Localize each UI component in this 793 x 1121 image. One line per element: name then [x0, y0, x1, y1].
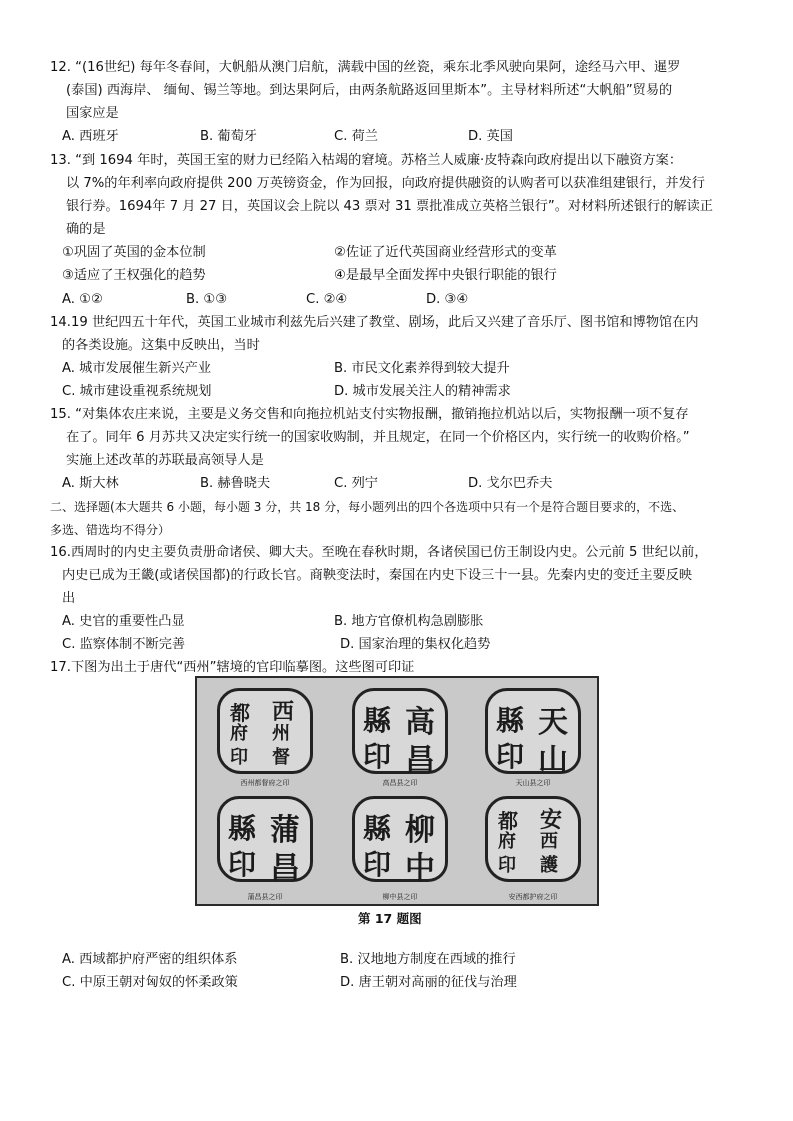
figure-caption: 第 17 题图 — [358, 911, 422, 926]
q12-stem-line2: (泰国) 西海岸、 缅甸、锡兰等地。到达果阿后，由两条航路返回里斯本”。主导材料所述“大帆船”贸易的 — [66, 83, 673, 98]
q16-stem-line1: 16.西周时的内史主要负责册命诸侯、卿大夫。至晚在春秋时期，各诸侯国已仿王制设内史。公元前 5 世纪以前， — [50, 545, 708, 560]
q12-option-b[interactable]: B. 葡萄牙 — [200, 129, 257, 144]
q13-stem-line3: 银行券。1694年 7 月 27 日，英国议会上院以 43 票对 31 票批准成立英格兰银行”。对材料所述银行的解读正 — [66, 199, 713, 214]
seal-anxi-duhufu: 安 西 護 都 府 印 — [485, 796, 581, 882]
q13-stem-line2: 以 7%的年利率向政府提供 200 万英镑资金，作为回报，向政府提供融资的认购者可以获准组建银行，并发行 — [66, 176, 705, 191]
q15-option-c[interactable]: C. 列宁 — [334, 476, 378, 491]
q13-statement-1: ①巩固了英国的金本位制 — [62, 245, 206, 260]
seal-gaochang-xian: 高 昌 縣 印 — [352, 688, 448, 774]
q13-option-b[interactable]: B. ①③ — [186, 292, 228, 307]
q17-option-d[interactable]: D. 唐王朝对高丽的征伐与治理 — [340, 975, 517, 990]
q17-option-a[interactable]: A. 西域都护府严密的组织体系 — [62, 952, 238, 967]
q12-stem-line1: 12. “(16世纪) 每年冬春间，大帆船从澳门启航，满载中国的丝瓷，乘东北季风驶向果阿，途经马六甲、暹罗 — [50, 60, 681, 75]
q13-option-a[interactable]: A. ①② — [62, 292, 103, 307]
seal-xizhou-dudufu: 西 州 督 都 府 印 — [217, 688, 313, 774]
seal-caption-1: 西州都督府之印 — [240, 779, 290, 787]
q16-option-c[interactable]: C. 监察体制不断完善 — [62, 637, 186, 652]
q13-statement-3: ③适应了王权强化的趋势 — [62, 268, 206, 283]
q14-option-d[interactable]: D. 城市发展关注人的精神需求 — [334, 384, 511, 399]
seal-tianshan-xian: 天 山 縣 印 — [485, 688, 581, 774]
q15-stem-line3: 实施上述改革的苏联最高领导人是 — [66, 453, 264, 468]
seal-caption-5: 柳中县之印 — [382, 893, 418, 901]
seal-caption-4: 蒲昌县之印 — [247, 893, 283, 901]
q15-stem-line2: 在了。同年 6 月苏共又决定实行统一的国家收购制，并且规定，在同一个价格区内，实行统一的收购价格。” — [66, 430, 690, 445]
q17-option-b[interactable]: B. 汉地地方制度在西域的推行 — [340, 952, 516, 967]
q15-option-d[interactable]: D. 戈尔巴乔夫 — [468, 476, 553, 491]
q13-option-c[interactable]: C. ②④ — [306, 292, 348, 307]
q13-statement-4: ④是最早全面发挥中央银行职能的银行 — [334, 268, 557, 283]
q15-option-b[interactable]: B. 赫鲁晓夫 — [200, 476, 271, 491]
q17-stem-line1: 17.下图为出土于唐代“西州”辖境的官印临摹图。这些图可印证 — [50, 660, 415, 675]
q12-option-d[interactable]: D. 英国 — [468, 129, 513, 144]
section2-heading-line1: 二、选择题(本大题共 6 小题，每小题 3 分，共 18 分，每小题列出的四个各选项中只有一个是符合题目要求的，不选、 — [50, 500, 685, 514]
q13-stem-line4: 确的是 — [66, 222, 106, 237]
q16-stem-line2: 内史已成为王畿(或诸侯国都)的行政长官。商鞅变法时，秦国在内史下设三十一县。先秦内史的变迁主要反映 — [62, 568, 693, 583]
seal-caption-2: 高昌县之印 — [382, 779, 418, 787]
seal-impression-figure — [195, 676, 599, 906]
q12-option-a[interactable]: A. 西班牙 — [62, 129, 119, 144]
q14-option-a[interactable]: A. 城市发展催生新兴产业 — [62, 361, 212, 376]
q12-stem-line3: 国家应是 — [66, 106, 119, 121]
q13-option-d[interactable]: D. ③④ — [426, 292, 469, 307]
section2-heading-line2: 多选、错选均不得分） — [50, 523, 171, 537]
q16-stem-line3: 出 — [62, 591, 76, 606]
seal-caption-6: 安西都护府之印 — [508, 893, 558, 901]
q14-option-c[interactable]: C. 城市建设重视系统规划 — [62, 384, 212, 399]
seal-caption-3: 天山县之印 — [515, 779, 551, 787]
q14-stem-line1: 14.19 世纪四五十年代，英国工业城市利兹先后兴建了教堂、剧场，此后又兴建了音乐厅、图书馆和博物馆在内 — [50, 315, 699, 330]
q13-stem-line1: 13. “到 1694 年时，英国王室的财力已经陷入枯竭的窘境。苏格兰人威廉·皮特森向政府提出以下融资方案： — [50, 153, 683, 168]
seal-puchang-xian: 蒲 昌 縣 印 — [217, 796, 313, 882]
q16-option-a[interactable]: A. 史官的重要性凸显 — [62, 614, 185, 629]
q12-option-c[interactable]: C. 荷兰 — [334, 129, 378, 144]
seal-liuzhong-xian: 柳 中 縣 印 — [352, 796, 448, 882]
q16-option-d[interactable]: D. 国家治理的集权化趋势 — [340, 637, 491, 652]
q17-option-c[interactable]: C. 中原王朝对匈奴的怀柔政策 — [62, 975, 238, 990]
q13-statement-2: ②佐证了近代英国商业经营形式的变革 — [334, 245, 557, 260]
q14-option-b[interactable]: B. 市民文化素养得到较大提升 — [334, 361, 510, 376]
q15-option-a[interactable]: A. 斯大林 — [62, 476, 119, 491]
q16-option-b[interactable]: B. 地方官僚机构急剧膨胀 — [334, 614, 484, 629]
q14-stem-line2: 的各类设施。这集中反映出，当时 — [62, 338, 260, 353]
q15-stem-line1: 15. “对集体农庄来说，主要是义务交售和向拖拉机站支付实物报酬，撤销拖拉机站以后，实物报酬一项不复存 — [50, 407, 689, 422]
